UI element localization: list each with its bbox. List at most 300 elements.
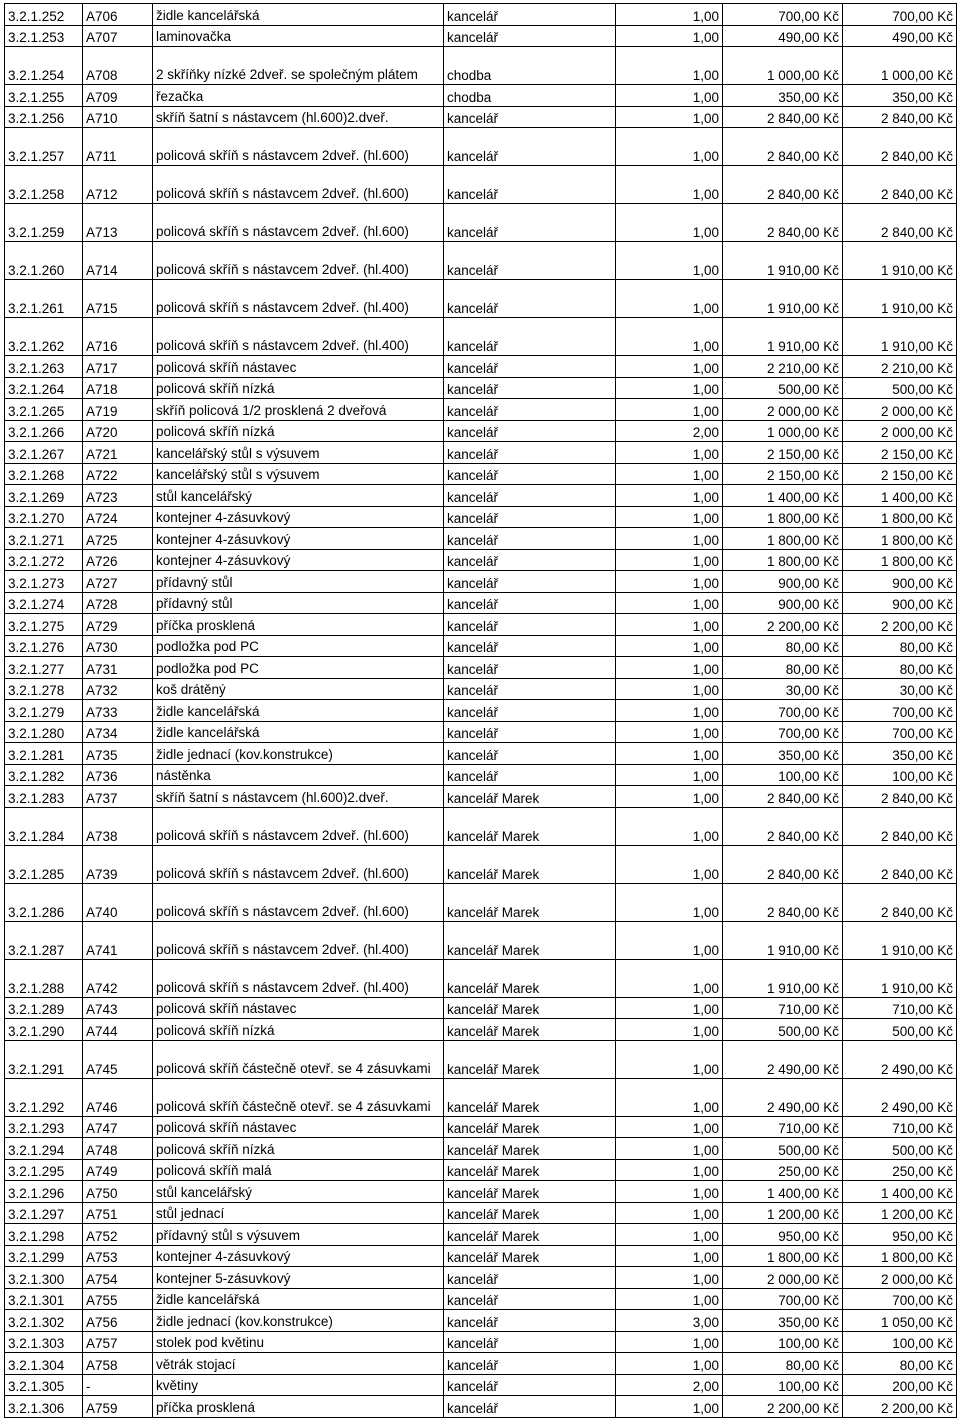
table-row	[5, 1374, 957, 1396]
item-unit-price-cell: 350,00 Kč	[723, 743, 843, 765]
item-unit-price-cell: 500,00 Kč	[723, 1019, 843, 1041]
item-description-cell: policová skříň s nástavcem 2dveř. (hl.600)	[153, 128, 444, 166]
item-location-cell: kancelář	[444, 743, 616, 765]
item-total-price-cell: 700,00 Kč	[843, 721, 957, 743]
item-location-cell: kancelář	[444, 25, 616, 47]
item-unit-price-cell: 2 490,00 Kč	[723, 1078, 843, 1116]
item-unit-price-cell: 2 200,00 Kč	[723, 1396, 843, 1418]
item-code-cell: A712	[83, 166, 153, 204]
item-total-price-cell: 1 800,00 Kč	[843, 506, 957, 528]
item-quantity-cell: 1,00	[616, 743, 723, 765]
item-description-cell: židle kancelářská	[153, 1288, 444, 1310]
item-description-cell: policová skříň nástavec	[153, 1116, 444, 1138]
item-unit-price-cell: 80,00 Kč	[723, 1353, 843, 1375]
item-description-cell: policová skříň malá	[153, 1159, 444, 1181]
item-location-cell: kancelář	[444, 128, 616, 166]
item-total-price-cell: 2 000,00 Kč	[843, 399, 957, 421]
item-unit-price-cell: 700,00 Kč	[723, 1288, 843, 1310]
table-row	[5, 1116, 957, 1138]
item-total-price-cell: 2 200,00 Kč	[843, 1396, 957, 1418]
item-quantity-cell: 1,00	[616, 377, 723, 399]
item-code-cell: A732	[83, 678, 153, 700]
table-row	[5, 635, 957, 657]
table-row	[5, 1245, 957, 1267]
item-quantity-cell: 1,00	[616, 166, 723, 204]
item-total-price-cell: 900,00 Kč	[843, 592, 957, 614]
item-quantity-cell: 1,00	[616, 592, 723, 614]
item-code-cell: A730	[83, 635, 153, 657]
table-row	[5, 1138, 957, 1160]
item-total-price-cell: 1 910,00 Kč	[843, 959, 957, 997]
item-quantity-cell: 1,00	[616, 1116, 723, 1138]
item-unit-price-cell: 100,00 Kč	[723, 1331, 843, 1353]
item-location-cell: kancelář	[444, 721, 616, 743]
item-total-price-cell: 900,00 Kč	[843, 571, 957, 593]
item-number-cell: 3.2.1.287	[5, 921, 83, 959]
item-code-cell: A706	[83, 4, 153, 26]
item-number-cell: 3.2.1.282	[5, 764, 83, 786]
table-row	[5, 1353, 957, 1375]
item-quantity-cell: 1,00	[616, 959, 723, 997]
item-quantity-cell: 1,00	[616, 786, 723, 808]
item-description-cell: skříň policová 1/2 prosklená 2 dveřová	[153, 399, 444, 421]
item-unit-price-cell: 1 800,00 Kč	[723, 528, 843, 550]
item-location-cell: kancelář Marek	[444, 1116, 616, 1138]
item-code-cell: A709	[83, 85, 153, 107]
item-description-cell: policová skříň nízká	[153, 420, 444, 442]
item-description-cell: policová skříň s nástavcem 2dveř. (hl.400)	[153, 921, 444, 959]
item-code-cell: A735	[83, 743, 153, 765]
item-description-cell: kontejner 4-zásuvkový	[153, 1245, 444, 1267]
item-code-cell: A707	[83, 25, 153, 47]
item-unit-price-cell: 350,00 Kč	[723, 85, 843, 107]
item-location-cell: kancelář	[444, 1396, 616, 1418]
item-number-cell: 3.2.1.304	[5, 1353, 83, 1375]
item-number-cell: 3.2.1.280	[5, 721, 83, 743]
item-location-cell: kancelář Marek	[444, 807, 616, 845]
table-row	[5, 463, 957, 485]
item-quantity-cell: 1,00	[616, 528, 723, 550]
item-unit-price-cell: 2 840,00 Kč	[723, 128, 843, 166]
inventory-table	[4, 3, 957, 1418]
item-quantity-cell: 1,00	[616, 442, 723, 464]
table-row	[5, 528, 957, 550]
item-unit-price-cell: 2 000,00 Kč	[723, 399, 843, 421]
item-unit-price-cell: 2 150,00 Kč	[723, 463, 843, 485]
item-location-cell: kancelář	[444, 4, 616, 26]
item-number-cell: 3.2.1.260	[5, 242, 83, 280]
item-code-cell: A728	[83, 592, 153, 614]
item-unit-price-cell: 1 910,00 Kč	[723, 242, 843, 280]
table-row	[5, 356, 957, 378]
item-description-cell: policová skříň nízká	[153, 377, 444, 399]
item-code-cell: A734	[83, 721, 153, 743]
item-quantity-cell: 2,00	[616, 420, 723, 442]
table-row	[5, 1331, 957, 1353]
item-quantity-cell: 3,00	[616, 1310, 723, 1332]
item-location-cell: kancelář Marek	[444, 1245, 616, 1267]
item-location-cell: chodba	[444, 47, 616, 85]
table-row	[5, 614, 957, 636]
item-unit-price-cell: 2 840,00 Kč	[723, 883, 843, 921]
table-row	[5, 25, 957, 47]
item-code-cell: A744	[83, 1019, 153, 1041]
item-number-cell: 3.2.1.292	[5, 1078, 83, 1116]
item-total-price-cell: 2 150,00 Kč	[843, 442, 957, 464]
item-description-cell: kancelářský stůl s výsuvem	[153, 442, 444, 464]
item-quantity-cell: 1,00	[616, 1288, 723, 1310]
item-quantity-cell: 1,00	[616, 635, 723, 657]
item-number-cell: 3.2.1.261	[5, 280, 83, 318]
item-total-price-cell: 1 400,00 Kč	[843, 485, 957, 507]
table-row	[5, 571, 957, 593]
item-code-cell: A727	[83, 571, 153, 593]
item-number-cell: 3.2.1.253	[5, 25, 83, 47]
item-quantity-cell: 1,00	[616, 678, 723, 700]
item-total-price-cell: 2 840,00 Kč	[843, 106, 957, 128]
table-row	[5, 743, 957, 765]
item-total-price-cell: 2 490,00 Kč	[843, 1040, 957, 1078]
item-unit-price-cell: 700,00 Kč	[723, 700, 843, 722]
item-quantity-cell: 1,00	[616, 399, 723, 421]
item-location-cell: kancelář	[444, 463, 616, 485]
table-row	[5, 280, 957, 318]
item-location-cell: kancelář Marek	[444, 786, 616, 808]
table-row	[5, 959, 957, 997]
item-location-cell: kancelář	[444, 318, 616, 356]
item-location-cell: kancelář Marek	[444, 845, 616, 883]
table-row	[5, 786, 957, 808]
item-location-cell: kancelář	[444, 106, 616, 128]
item-number-cell: 3.2.1.254	[5, 47, 83, 85]
item-code-cell: -	[83, 1374, 153, 1396]
item-description-cell: policová skříň s nástavcem 2dveř. (hl.600)	[153, 845, 444, 883]
item-total-price-cell: 700,00 Kč	[843, 700, 957, 722]
item-description-cell: skříň šatní s nástavcem (hl.600)2.dveř.	[153, 786, 444, 808]
item-total-price-cell: 1 910,00 Kč	[843, 280, 957, 318]
item-number-cell: 3.2.1.266	[5, 420, 83, 442]
item-code-cell: A723	[83, 485, 153, 507]
item-quantity-cell: 1,00	[616, 700, 723, 722]
item-number-cell: 3.2.1.258	[5, 166, 83, 204]
item-number-cell: 3.2.1.298	[5, 1224, 83, 1246]
item-unit-price-cell: 1 800,00 Kč	[723, 1245, 843, 1267]
item-unit-price-cell: 1 910,00 Kč	[723, 318, 843, 356]
table-row	[5, 442, 957, 464]
item-description-cell: židle kancelářská	[153, 721, 444, 743]
table-row	[5, 1159, 957, 1181]
item-code-cell: A714	[83, 242, 153, 280]
item-quantity-cell: 1,00	[616, 1245, 723, 1267]
item-code-cell: A755	[83, 1288, 153, 1310]
item-total-price-cell: 2 000,00 Kč	[843, 1267, 957, 1289]
item-total-price-cell: 2 150,00 Kč	[843, 463, 957, 485]
item-code-cell: A749	[83, 1159, 153, 1181]
table-row	[5, 592, 957, 614]
item-code-cell: A716	[83, 318, 153, 356]
item-description-cell: policová skříň s nástavcem 2dveř. (hl.600)	[153, 166, 444, 204]
item-unit-price-cell: 500,00 Kč	[723, 377, 843, 399]
item-location-cell: kancelář	[444, 549, 616, 571]
item-location-cell: kancelář Marek	[444, 1202, 616, 1224]
item-location-cell: kancelář	[444, 1374, 616, 1396]
item-quantity-cell: 1,00	[616, 242, 723, 280]
item-number-cell: 3.2.1.288	[5, 959, 83, 997]
item-code-cell: A718	[83, 377, 153, 399]
item-unit-price-cell: 1 400,00 Kč	[723, 1181, 843, 1203]
item-location-cell: kancelář Marek	[444, 1078, 616, 1116]
item-description-cell: příčka prosklená	[153, 1396, 444, 1418]
item-location-cell: kancelář Marek	[444, 1040, 616, 1078]
item-number-cell: 3.2.1.290	[5, 1019, 83, 1041]
item-quantity-cell: 1,00	[616, 463, 723, 485]
item-code-cell: A715	[83, 280, 153, 318]
item-code-cell: A726	[83, 549, 153, 571]
item-unit-price-cell: 710,00 Kč	[723, 1116, 843, 1138]
item-total-price-cell: 2 840,00 Kč	[843, 883, 957, 921]
item-total-price-cell: 2 840,00 Kč	[843, 166, 957, 204]
item-description-cell: podložka pod PC	[153, 635, 444, 657]
item-total-price-cell: 350,00 Kč	[843, 85, 957, 107]
item-code-cell: A758	[83, 1353, 153, 1375]
item-quantity-cell: 1,00	[616, 807, 723, 845]
item-description-cell: policová skříň s nástavcem 2dveř. (hl.400)	[153, 318, 444, 356]
item-total-price-cell: 2 840,00 Kč	[843, 845, 957, 883]
item-unit-price-cell: 1 910,00 Kč	[723, 921, 843, 959]
item-total-price-cell: 30,00 Kč	[843, 678, 957, 700]
item-code-cell: A743	[83, 997, 153, 1019]
table-row	[5, 657, 957, 679]
item-location-cell: kancelář	[444, 635, 616, 657]
item-code-cell: A738	[83, 807, 153, 845]
item-unit-price-cell: 2 840,00 Kč	[723, 786, 843, 808]
item-total-price-cell: 100,00 Kč	[843, 764, 957, 786]
item-code-cell: A717	[83, 356, 153, 378]
item-number-cell: 3.2.1.285	[5, 845, 83, 883]
item-description-cell: židle kancelářská	[153, 4, 444, 26]
item-location-cell: kancelář Marek	[444, 1138, 616, 1160]
item-location-cell: kancelář	[444, 506, 616, 528]
item-total-price-cell: 1 910,00 Kč	[843, 921, 957, 959]
item-location-cell: chodba	[444, 85, 616, 107]
item-quantity-cell: 1,00	[616, 1396, 723, 1418]
item-code-cell: A724	[83, 506, 153, 528]
item-description-cell: policová skříň částečně otevř. se 4 zásuvkami	[153, 1078, 444, 1116]
item-number-cell: 3.2.1.299	[5, 1245, 83, 1267]
item-description-cell: kontejner 4-zásuvkový	[153, 528, 444, 550]
item-code-cell: A725	[83, 528, 153, 550]
item-description-cell: policová skříň nízká	[153, 1019, 444, 1041]
item-code-cell: A745	[83, 1040, 153, 1078]
item-unit-price-cell: 2 840,00 Kč	[723, 204, 843, 242]
item-quantity-cell: 1,00	[616, 1181, 723, 1203]
item-number-cell: 3.2.1.278	[5, 678, 83, 700]
item-location-cell: kancelář	[444, 377, 616, 399]
table-row	[5, 47, 957, 85]
table-row	[5, 1267, 957, 1289]
item-total-price-cell: 2 840,00 Kč	[843, 128, 957, 166]
item-quantity-cell: 1,00	[616, 921, 723, 959]
table-row	[5, 1224, 957, 1246]
table-row	[5, 377, 957, 399]
table-row	[5, 807, 957, 845]
item-quantity-cell: 1,00	[616, 721, 723, 743]
item-location-cell: kancelář	[444, 485, 616, 507]
item-description-cell: příčka prosklená	[153, 614, 444, 636]
item-quantity-cell: 1,00	[616, 1267, 723, 1289]
item-number-cell: 3.2.1.302	[5, 1310, 83, 1332]
item-number-cell: 3.2.1.277	[5, 657, 83, 679]
item-number-cell: 3.2.1.300	[5, 1267, 83, 1289]
item-number-cell: 3.2.1.259	[5, 204, 83, 242]
table-row	[5, 549, 957, 571]
item-code-cell: A741	[83, 921, 153, 959]
item-description-cell: židle kancelářská	[153, 700, 444, 722]
item-total-price-cell: 700,00 Kč	[843, 4, 957, 26]
item-code-cell: A759	[83, 1396, 153, 1418]
item-description-cell: policová skříň s nástavcem 2dveř. (hl.400)	[153, 959, 444, 997]
item-number-cell: 3.2.1.284	[5, 807, 83, 845]
item-code-cell: A708	[83, 47, 153, 85]
item-location-cell: kancelář	[444, 678, 616, 700]
item-quantity-cell: 2,00	[616, 1374, 723, 1396]
item-unit-price-cell: 2 000,00 Kč	[723, 1267, 843, 1289]
item-unit-price-cell: 30,00 Kč	[723, 678, 843, 700]
table-row	[5, 399, 957, 421]
item-number-cell: 3.2.1.296	[5, 1181, 83, 1203]
table-row	[5, 242, 957, 280]
table-row	[5, 721, 957, 743]
item-unit-price-cell: 2 840,00 Kč	[723, 166, 843, 204]
table-row	[5, 1396, 957, 1418]
item-location-cell: kancelář	[444, 1267, 616, 1289]
item-total-price-cell: 700,00 Kč	[843, 1288, 957, 1310]
item-total-price-cell: 1 800,00 Kč	[843, 1245, 957, 1267]
item-unit-price-cell: 2 840,00 Kč	[723, 106, 843, 128]
item-location-cell: kancelář	[444, 280, 616, 318]
item-location-cell: kancelář	[444, 204, 616, 242]
item-total-price-cell: 1 910,00 Kč	[843, 242, 957, 280]
item-total-price-cell: 1 910,00 Kč	[843, 318, 957, 356]
item-description-cell: květiny	[153, 1374, 444, 1396]
item-unit-price-cell: 900,00 Kč	[723, 592, 843, 614]
inventory-rows	[5, 4, 957, 1418]
item-unit-price-cell: 350,00 Kč	[723, 1310, 843, 1332]
table-row	[5, 700, 957, 722]
item-number-cell: 3.2.1.276	[5, 635, 83, 657]
item-number-cell: 3.2.1.257	[5, 128, 83, 166]
item-description-cell: nástěnka	[153, 764, 444, 786]
item-number-cell: 3.2.1.252	[5, 4, 83, 26]
item-quantity-cell: 1,00	[616, 1040, 723, 1078]
item-location-cell: kancelář	[444, 571, 616, 593]
item-number-cell: 3.2.1.283	[5, 786, 83, 808]
item-location-cell: kancelář	[444, 764, 616, 786]
item-unit-price-cell: 250,00 Kč	[723, 1159, 843, 1181]
item-unit-price-cell: 900,00 Kč	[723, 571, 843, 593]
item-total-price-cell: 2 490,00 Kč	[843, 1078, 957, 1116]
item-number-cell: 3.2.1.289	[5, 997, 83, 1019]
item-code-cell: A751	[83, 1202, 153, 1224]
item-location-cell: kancelář Marek	[444, 883, 616, 921]
item-quantity-cell: 1,00	[616, 883, 723, 921]
item-total-price-cell: 200,00 Kč	[843, 1374, 957, 1396]
item-total-price-cell: 100,00 Kč	[843, 1331, 957, 1353]
item-total-price-cell: 710,00 Kč	[843, 1116, 957, 1138]
item-code-cell: A722	[83, 463, 153, 485]
item-total-price-cell: 1 050,00 Kč	[843, 1310, 957, 1332]
item-description-cell: přídavný stůl	[153, 571, 444, 593]
item-location-cell: kancelář	[444, 614, 616, 636]
item-quantity-cell: 1,00	[616, 485, 723, 507]
item-unit-price-cell: 100,00 Kč	[723, 764, 843, 786]
item-unit-price-cell: 80,00 Kč	[723, 657, 843, 679]
item-total-price-cell: 490,00 Kč	[843, 25, 957, 47]
item-code-cell: A731	[83, 657, 153, 679]
item-total-price-cell: 1 800,00 Kč	[843, 528, 957, 550]
item-quantity-cell: 1,00	[616, 1138, 723, 1160]
item-unit-price-cell: 1 800,00 Kč	[723, 506, 843, 528]
item-total-price-cell: 250,00 Kč	[843, 1159, 957, 1181]
item-location-cell: kancelář	[444, 700, 616, 722]
item-total-price-cell: 80,00 Kč	[843, 1353, 957, 1375]
item-quantity-cell: 1,00	[616, 47, 723, 85]
table-row	[5, 845, 957, 883]
item-unit-price-cell: 1 000,00 Kč	[723, 420, 843, 442]
item-quantity-cell: 1,00	[616, 549, 723, 571]
table-row	[5, 85, 957, 107]
item-description-cell: laminovačka	[153, 25, 444, 47]
item-location-cell: kancelář Marek	[444, 1159, 616, 1181]
item-location-cell: kancelář Marek	[444, 1019, 616, 1041]
item-total-price-cell: 500,00 Kč	[843, 1019, 957, 1041]
item-number-cell: 3.2.1.279	[5, 700, 83, 722]
item-quantity-cell: 1,00	[616, 1224, 723, 1246]
item-number-cell: 3.2.1.297	[5, 1202, 83, 1224]
item-unit-price-cell: 1 000,00 Kč	[723, 47, 843, 85]
item-unit-price-cell: 2 840,00 Kč	[723, 845, 843, 883]
table-row	[5, 506, 957, 528]
table-row	[5, 420, 957, 442]
item-quantity-cell: 1,00	[616, 764, 723, 786]
item-description-cell: policová skříň s nástavcem 2dveř. (hl.600)	[153, 883, 444, 921]
item-description-cell: policová skříň nástavec	[153, 997, 444, 1019]
item-description-cell: stolek pod květinu	[153, 1331, 444, 1353]
item-description-cell: stůl kancelářský	[153, 1181, 444, 1203]
item-description-cell: policová skříň s nástavcem 2dveř. (hl.600)	[153, 204, 444, 242]
item-quantity-cell: 1,00	[616, 1353, 723, 1375]
item-code-cell: A752	[83, 1224, 153, 1246]
item-code-cell: A720	[83, 420, 153, 442]
item-code-cell: A719	[83, 399, 153, 421]
item-location-cell: kancelář	[444, 356, 616, 378]
table-row	[5, 1040, 957, 1078]
item-code-cell: A757	[83, 1331, 153, 1353]
item-number-cell: 3.2.1.256	[5, 106, 83, 128]
item-total-price-cell: 1 800,00 Kč	[843, 549, 957, 571]
item-unit-price-cell: 1 400,00 Kč	[723, 485, 843, 507]
item-total-price-cell: 2 200,00 Kč	[843, 614, 957, 636]
item-location-cell: kancelář	[444, 1310, 616, 1332]
table-row	[5, 485, 957, 507]
item-number-cell: 3.2.1.294	[5, 1138, 83, 1160]
item-quantity-cell: 1,00	[616, 25, 723, 47]
item-location-cell: kancelář	[444, 242, 616, 280]
item-total-price-cell: 1 400,00 Kč	[843, 1181, 957, 1203]
item-unit-price-cell: 2 840,00 Kč	[723, 807, 843, 845]
table-row	[5, 764, 957, 786]
item-location-cell: kancelář Marek	[444, 1224, 616, 1246]
